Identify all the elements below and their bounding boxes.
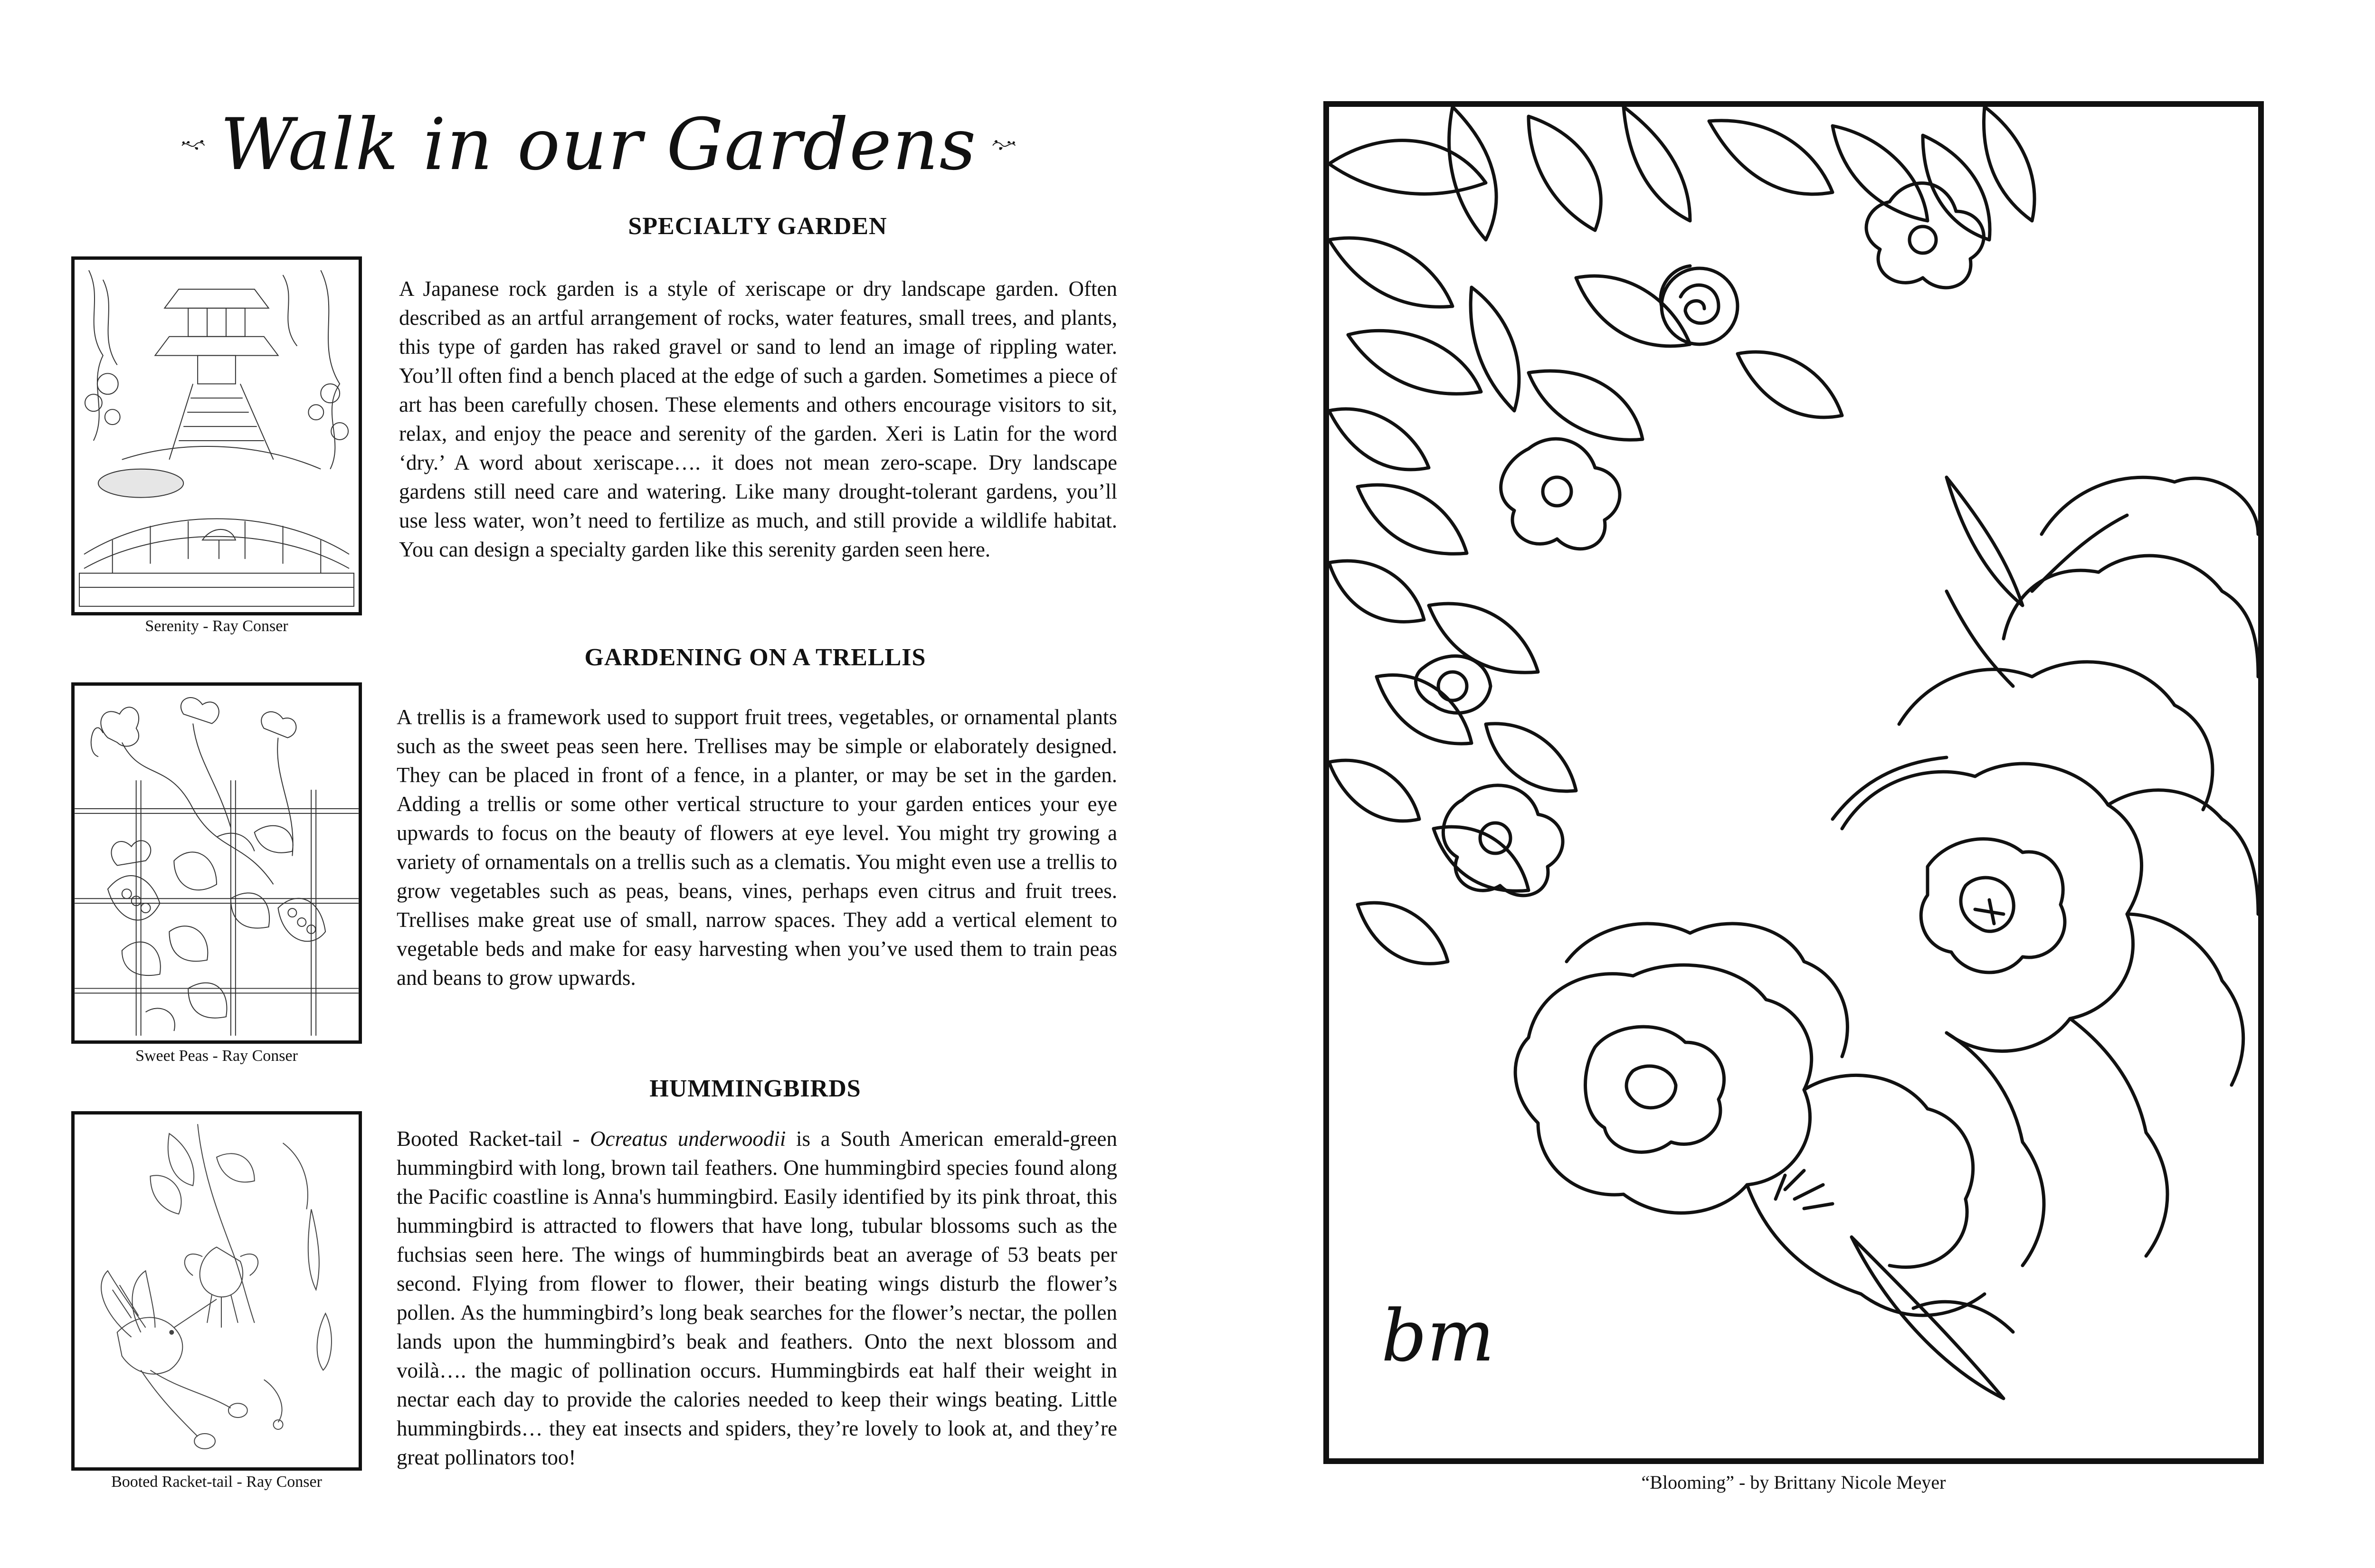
blooming-artwork [1323,101,2264,1464]
specialty-garden-text: A Japanese rock garden is a style of xeriscape or dry landscape garden. Often described as an artful arrangement of rocks, water features, small trees, and plants, this type of garden has raked gravel or sand to lend an image of rippling water. You’ll often find a bench placed at the edge of such a garden. Sometimes a piece of art has been carefully chosen. These elements and others encourage visitors to sit, relax, and enjoy the peace and serenity of the garden. Xeri is Latin for the word ‘dry.’ A word about xeriscape…. it does not mean zero-scape. Dry landscape gardens still need care and watering. Like many drought-tolerant gardens, you’ll use less water, won’t need to fertilize as much, and still provide a wildlife habitat. You can design a specialty garden like this serenity garden seen here. [399,277,1117,561]
hummingbirds-text [397,1124,1117,1472]
sweet-peas-drawing [75,686,359,1040]
artist-signature: bm [1381,1295,1495,1378]
hummingbirds-text-lead: Booted Racket-tail - [397,1127,590,1151]
specialty-garden-heading: SPECIALTY GARDEN [628,213,887,240]
hummingbirds-text-rest: is a South American emerald-green hummingbird with long, brown tail feathers. One hummingbird species found along the Pacific coastline is Anna's hummingbird. Easily identified by its pink throat, this hummingbird is attracted to flowers that have long, tubular blossoms such as the fuchsias seen here. The wings of hummingbirds beat an average of 53 beats per second. Flying from flower to flower, their beating wings disturb the flower’s pollen. As the hummingbird’s long beak searches for the flower’s nectar, the pollen lands upon the hummingbird’s beak and feathers. Onto the next blossom and voilà…. the magic of pollination occurs. Hummingbirds eat half their weight in nectar each day to provide the calories needed to keep their wings beating. Little hummingbirds… they eat insects and spiders, they’re lovely to look at, and they’re great pollinators too! [397,1127,1117,1469]
trellis-text: A trellis is a framework used to support fruit trees, vegetables, or ornamental plants such as the sweet peas seen here. Trellises may be simple or elaborately designed. They can be placed in front of a fence, in a planter, or may be set in the garden. Adding a trellis or some other vertical structure to your garden entices your eye upwards to focus on the beauty of flowers at eye level. You might try growing a variety of ornamentals on a trellis such as a clematis. You might even use a trellis to grow vegetables such as peas, beans, vines, perhaps even citrus and fruit trees. Trellises make great use of small, narrow spaces. They add a vertical element to vegetable beds and make for easy harvesting when you’ve used them to train peas and beans to grow upwards. [397,705,1117,990]
sweet-peas-image [71,682,362,1044]
trellis-heading: GARDENING ON A TRELLIS [584,644,926,671]
blooming-drawing [1329,107,2258,1458]
title-text: Walk in our Gardens [220,104,977,186]
booted-racket-tail-image [71,1111,362,1471]
serenity-caption: Serenity - Ray Conser [145,617,288,635]
left-flourish-icon [180,119,206,171]
right-flourish-icon [991,119,1016,171]
serenity-image [71,256,362,615]
page-title [180,95,1016,195]
booted-racket-tail-caption: Booted Racket-tail - Ray Conser [111,1473,322,1491]
artwork-caption: “Blooming” - by Brittany Nicole Meyer [1641,1472,1946,1493]
hummingbirds-heading: HUMMINGBIRDS [649,1075,861,1102]
hummingbird-drawing [75,1115,359,1467]
serenity-drawing [75,260,359,612]
sweet-peas-caption: Sweet Peas - Ray Conser [135,1047,298,1065]
hummingbirds-species-name: Ocreatus underwoodii [590,1127,786,1151]
